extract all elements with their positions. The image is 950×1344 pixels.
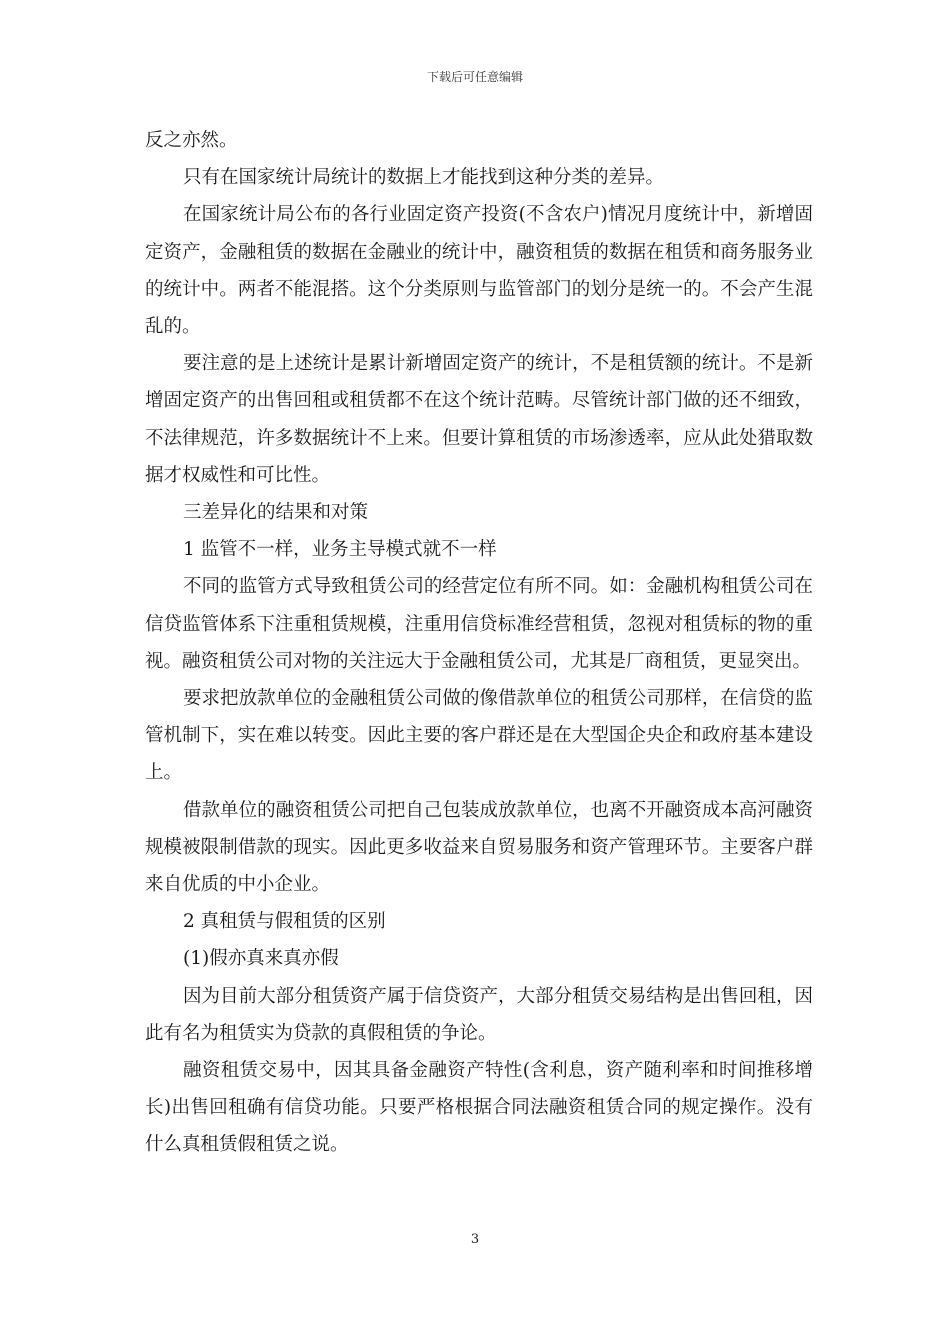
paragraph-6: 要求把放款单位的金融租赁公司做的像借款单位的租赁公司那样，在信贷的监管机制下，实在难以转变。因此主要的客户群还是在大型国企央企和政府基本建设上。	[145, 688, 813, 784]
page-number: 3	[470, 1232, 480, 1247]
paragraph-8: 因为目前大部分租赁资产属于信贷资产，大部分租赁交易结构是出售回租，因此有名为租赁实为贷款的真假租赁的争论。	[145, 985, 813, 1044]
document-body	[145, 122, 813, 1164]
paragraph-4: 要注意的是上述统计是累计新增固定资产的统计，不是租赁额的统计。不是新增固定资产的出售回租或租赁都不在这个统计范畴。尽管统计部门做的还不细致，不法律规范，许多数据统计不上来。但要计算租赁的市场渗透率，应从此处猎取数据才权威性和可比性。	[145, 353, 813, 486]
subheading-1: 1 监管不一样，业务主导模式就不一样	[183, 539, 497, 561]
subheading-2-1: (1)假亦真来真亦假	[183, 948, 339, 970]
subheading-2: 2 真租赁与假租赁的区别	[183, 911, 386, 933]
section-heading-3: 三差异化的结果和对策	[183, 502, 369, 524]
page-header: 下载后可任意编辑	[426, 70, 523, 84]
paragraph-1: 反之亦然。	[145, 130, 238, 151]
paragraph-9: 融资租赁交易中，因其具备金融资产特性(含利息，资产随利率和时间推移增长)出售回租确有信贷功能。只要严格根据合同法融资租赁合同的规定操作。没有什么真租赁假租赁之说。	[145, 1060, 813, 1156]
paragraph-3: 在国家统计局公布的各行业固定资产投资(不含农户)情况月度统计中，新增固定资产，金融租赁的数据在金融业的统计中，融资租赁的数据在租赁和商务服务业的统计中。两者不能混搭。这个分类原则与监管部门的划分是统一的。不会产生混乱的。	[145, 204, 813, 338]
paragraph-7: 借款单位的融资租赁公司把自己包装成放款单位，也离不开融资成本高河融资规模被限制借款的现实。因此更多收益来自贸易服务和资产管理环节。主要客户群来自优质的中小企业。	[145, 799, 813, 896]
paragraph-2: 只有在国家统计局统计的数据上才能找到这种分类的差异。	[183, 167, 665, 189]
paragraph-5: 不同的监管方式导致租赁公司的经营定位有所不同。如：金融机构租赁公司在信贷监管体系下注重租赁规模，注重用信贷标准经营租赁，忽视对租赁标的物的重视。融资租赁公司对物的关注远大于金融租赁公司，尤其是厂商租赁，更显突出。	[145, 576, 813, 672]
